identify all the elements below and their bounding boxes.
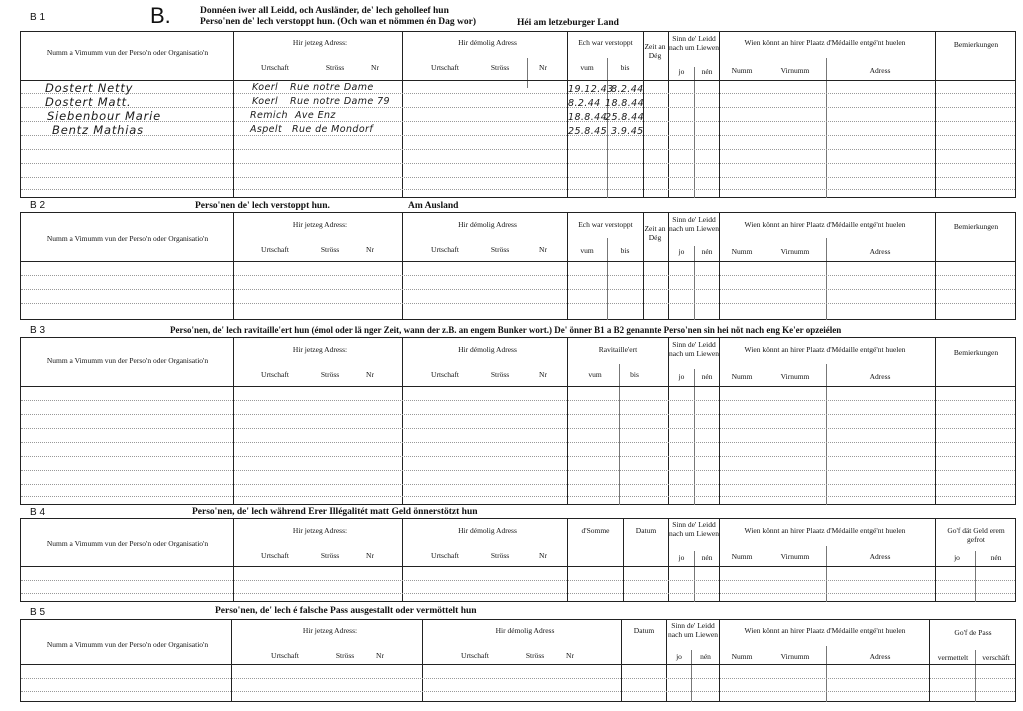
b4-medal-label: Wien könnt an hirer Plaatz d'Médaille entgé'nt huelen bbox=[744, 526, 906, 535]
b1-former-address: Hir démolig Adress bbox=[458, 38, 517, 47]
b5-former-nr-label: Nr bbox=[566, 651, 574, 660]
b4-no-label: nén bbox=[701, 553, 713, 562]
b4-former-town-label: Urtschaft bbox=[431, 551, 459, 560]
b1-current-address: Hir jetzeg Adress: bbox=[292, 38, 348, 47]
b4-repaid-label: Go'f dät Geld erem gefrot bbox=[947, 526, 1005, 544]
b3-former-address: Hir démolig Adress bbox=[458, 345, 517, 354]
b1-to-label: bis bbox=[620, 63, 630, 72]
b1-alive-label: Sinn de' Leidd nach um Liewen bbox=[669, 34, 719, 52]
section-b2-title: Perso'nen de' lech verstoppt hun. bbox=[195, 201, 330, 211]
entry-2-street: Rue notre Dame 79 bbox=[290, 96, 390, 107]
entry-3-to: 25.8.44 bbox=[605, 112, 645, 123]
b1-medal-label: Wien könnt an hirer Plaatz d'Médaille entgé'nt huelen bbox=[744, 38, 906, 47]
b2-days-label: Zeit an Dég bbox=[644, 224, 666, 242]
b4-town-label: Urtschaft bbox=[261, 551, 289, 560]
entry-3-town: Remich bbox=[250, 110, 288, 121]
section-b4-title: Perso'nen, de' lech während Erer Illégalitét matt Geld önnerstötzt hun bbox=[192, 507, 478, 517]
header-land: Héi am letzeburger Land bbox=[517, 18, 619, 28]
b4-name-header: Numm a Vimumm vun der Perso'n oder Organisatio'n bbox=[46, 539, 209, 548]
entry-2-from: 8.2.44 bbox=[568, 98, 601, 109]
b1-no-label: nén bbox=[701, 67, 713, 76]
entry-2-name: Dostert Matt. bbox=[45, 95, 132, 109]
b5-town-label: Urtschaft bbox=[271, 651, 299, 660]
b3-no-label: nén bbox=[701, 372, 713, 381]
b1-from-label: vum bbox=[580, 63, 594, 72]
b1-virnumm-label: Virnumm bbox=[780, 66, 810, 75]
b5-street-label: Ströss bbox=[335, 651, 355, 660]
entry-4-to: 3.9.45 bbox=[611, 126, 644, 137]
entry-1-town: Koerl bbox=[252, 82, 279, 93]
b1-former-nr-label: Nr bbox=[539, 63, 547, 72]
header-line2: Perso'nen de' lech verstoppt hun. (Och wan et nömmen én Dag wor) bbox=[200, 17, 477, 27]
b1-days-label: Zeit an Dég bbox=[644, 42, 666, 60]
b2-to-label: bis bbox=[620, 246, 630, 255]
b5-procured-label: verschäft bbox=[982, 653, 1010, 662]
b3-town-label: Urtschaft bbox=[261, 370, 289, 379]
b4-alive-label: Sinn de' Leidd nach um Liewen bbox=[669, 520, 719, 538]
b5-medal-label: Wien könnt an hirer Plaatz d'Médaille entgé'nt huelen bbox=[744, 626, 906, 635]
b2-nr-label: Nr bbox=[366, 245, 374, 254]
b2-alive-label: Sinn de' Leidd nach um Liewen bbox=[669, 215, 719, 233]
b3-name-header: Numm a Vimumm vun der Perso'n oder Organisatio'n bbox=[46, 356, 209, 365]
b5-name-header: Numm a Vimumm vun der Perso'n oder Organisatio'n bbox=[46, 640, 209, 649]
b2-yes-label: jo bbox=[678, 247, 685, 256]
b1-yes-label: jo bbox=[678, 67, 685, 76]
b3-yes-label: jo bbox=[678, 372, 685, 381]
b4-former-street-label: Ströss bbox=[490, 551, 510, 560]
b1-nr-label: Nr bbox=[371, 63, 379, 72]
entry-2-to: 18.8.44 bbox=[605, 98, 645, 109]
b1-former-town-label: Urtschaft bbox=[431, 63, 459, 72]
b5-alive-label: Sinn de' Leidd nach um Liewen bbox=[668, 621, 718, 639]
b5-no-label: nén bbox=[700, 652, 711, 661]
b5-numm-label: Numm bbox=[731, 652, 753, 661]
b5-mediated-label: vermettelt bbox=[937, 653, 969, 662]
b3-street-label: Ströss bbox=[320, 370, 340, 379]
b2-street-label: Ströss bbox=[320, 245, 340, 254]
b4-yes-label: jo bbox=[678, 553, 685, 562]
b3-supplied-label: Ravitaille'ert bbox=[598, 345, 638, 354]
b2-from-label: vum bbox=[580, 246, 594, 255]
b2-hidden-label: Ech war verstoppt bbox=[578, 220, 633, 229]
b1-adress-label: Adress bbox=[869, 66, 891, 75]
b3-alive-label: Sinn de' Leidd nach um Liewen bbox=[669, 340, 719, 358]
b3-nr-label: Nr bbox=[366, 370, 374, 379]
entry-4-from: 25.8.45 bbox=[568, 126, 608, 137]
b2-remarks-label: Bemierkungen bbox=[953, 222, 999, 231]
b2-adress-label: Adress bbox=[869, 247, 891, 256]
entry-3-name: Siebenbour Marie bbox=[47, 109, 162, 123]
b2-former-nr-label: Nr bbox=[539, 245, 547, 254]
section-b5-title: Perso'nen, de' lech é falsche Pass ausgestallt oder vermöttelt hun bbox=[215, 606, 477, 616]
b3-medal-label: Wien könnt an hirer Plaatz d'Médaille entgé'nt huelen bbox=[744, 345, 906, 354]
section-b2-id: B 2 bbox=[30, 200, 46, 211]
section-b3-id: B 3 bbox=[30, 325, 46, 336]
b3-adress-label: Adress bbox=[869, 372, 891, 381]
form-letter: B. bbox=[150, 3, 171, 28]
b5-former-town-label: Urtschaft bbox=[461, 651, 489, 660]
b4-current-address: Hir jetzeg Adress: bbox=[292, 526, 348, 535]
b3-numm-label: Numm bbox=[731, 372, 753, 381]
b4-virnumm-label: Virnumm bbox=[780, 552, 810, 561]
b5-adress-label: Adress bbox=[869, 652, 891, 661]
section-b3-title: Perso'nen, de' lech ravitaille'ert hun (émol oder lä nger Zeit, wann der z.B. an engem Bunker wort.) De' önner B1 a B2 genannte Perso'nen sin hei nöt nach eng Ke'er opzeiélen bbox=[170, 325, 842, 335]
section-b1-id: B 1 bbox=[30, 12, 46, 23]
entry-3-from: 18.8.44 bbox=[568, 112, 608, 123]
b2-former-street-label: Ströss bbox=[490, 245, 510, 254]
b4-street-label: Ströss bbox=[320, 551, 340, 560]
b5-nr-label: Nr bbox=[376, 651, 384, 660]
section-b5-id: B 5 bbox=[30, 607, 46, 618]
entry-4-town: Aspelt bbox=[250, 124, 283, 135]
entry-4-street: Rue de Mondorf bbox=[292, 124, 374, 135]
b1-numm-label: Numm bbox=[731, 66, 753, 75]
b2-town-label: Urtschaft bbox=[261, 245, 289, 254]
b3-to-label: bis bbox=[630, 370, 639, 379]
b1-remarks-label: Bemierkungen bbox=[953, 40, 999, 49]
section-b4-id: B 4 bbox=[30, 507, 46, 518]
entry-3-street: Ave Enz bbox=[295, 110, 336, 121]
b4-former-address: Hir démolig Adress bbox=[458, 526, 517, 535]
b1-name-header: Numm a Vimumm vun der Perso'n oder Organisatio'n bbox=[46, 48, 209, 57]
b4-repaid-yes: jo bbox=[954, 553, 960, 562]
b2-former-town-label: Urtschaft bbox=[431, 245, 459, 254]
b4-date-label: Datum bbox=[635, 526, 657, 535]
b2-name-header: Numm a Vimumm vun der Perso'n oder Organisatio'n bbox=[46, 234, 209, 243]
entry-4-name: Bentz Mathias bbox=[52, 123, 144, 137]
b3-virnumm-label: Virnumm bbox=[780, 372, 810, 381]
b2-current-address: Hir jetzeg Adress: bbox=[292, 220, 348, 229]
b3-from-label: vum bbox=[588, 370, 602, 379]
b4-former-nr-label: Nr bbox=[539, 551, 547, 560]
b5-pass-label: Go'f de Pass bbox=[954, 628, 992, 637]
b4-repaid-no: nén bbox=[990, 553, 1002, 562]
entry-1-street: Rue notre Dame bbox=[290, 82, 374, 93]
b4-nr-label: Nr bbox=[366, 551, 374, 560]
b3-former-street-label: Ströss bbox=[490, 370, 510, 379]
b1-town-label: Urtschaft bbox=[261, 63, 289, 72]
b4-sum-label: d'Somme bbox=[581, 526, 610, 535]
b2-virnumm-label: Virnumm bbox=[780, 247, 810, 256]
header-line1: Donnéen iwer all Leidd, och Ausländer, de' lech geholleef hun bbox=[200, 6, 449, 16]
b5-virnumm-label: Virnumm bbox=[780, 652, 810, 661]
b3-current-address: Hir jetzeg Adress: bbox=[292, 345, 348, 354]
b5-yes-label: jo bbox=[676, 652, 682, 661]
entry-1-name: Dostert Netty bbox=[45, 81, 134, 95]
b2-former-address: Hir démolig Adress bbox=[458, 220, 517, 229]
b5-former-street-label: Ströss bbox=[525, 651, 545, 660]
entry-1-from: 19.12.43 bbox=[568, 84, 614, 95]
b2-numm-label: Numm bbox=[731, 247, 753, 256]
section-b2-subtitle: Am Ausland bbox=[408, 201, 459, 211]
b4-numm-label: Numm bbox=[731, 552, 753, 561]
b3-former-town-label: Urtschaft bbox=[431, 370, 459, 379]
entry-2-town: Koerl bbox=[252, 96, 279, 107]
b2-medal-label: Wien könnt an hirer Plaatz d'Médaille entgé'nt huelen bbox=[744, 220, 906, 229]
entry-1-to: 8.2.44 bbox=[611, 84, 644, 95]
b5-current-address: Hir jetzeg Adress: bbox=[302, 626, 358, 635]
b1-hidden-label: Ech war verstoppt bbox=[578, 38, 633, 47]
b1-street-label: Ströss bbox=[325, 63, 345, 72]
b2-no-label: nén bbox=[701, 247, 713, 256]
b1-former-street-label: Ströss bbox=[490, 63, 510, 72]
b5-former-address: Hir démolig Adress bbox=[495, 626, 555, 635]
b3-remarks-label: Bemierkungen bbox=[953, 348, 999, 357]
b3-former-nr-label: Nr bbox=[539, 370, 547, 379]
b4-adress-label: Adress bbox=[869, 552, 891, 561]
b5-date-label: Datum bbox=[633, 626, 655, 635]
